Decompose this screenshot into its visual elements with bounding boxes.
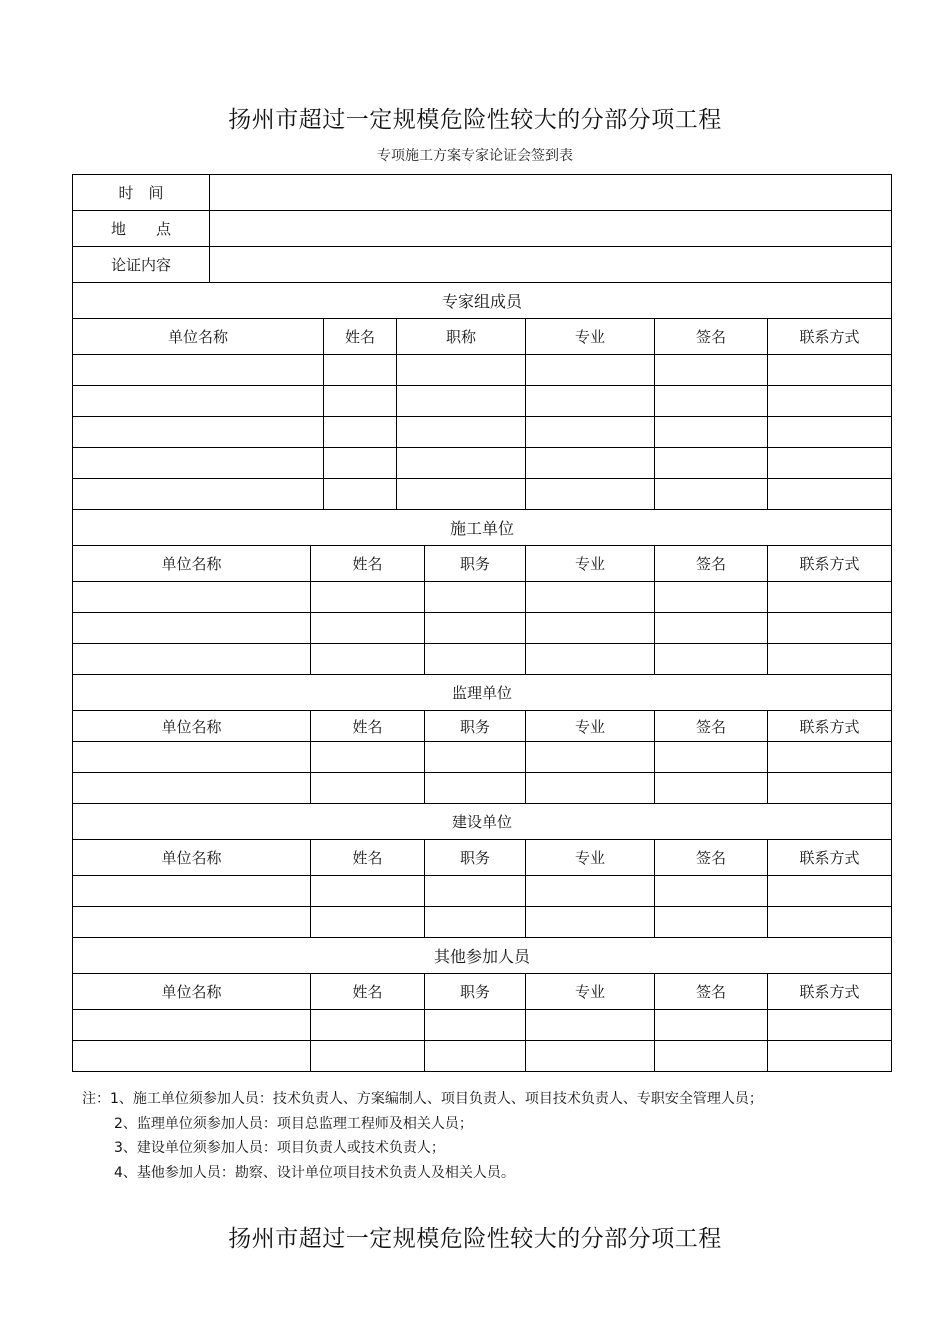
- cell[interactable]: [526, 742, 655, 773]
- cell[interactable]: [768, 773, 892, 804]
- col-header-title: 职称: [397, 319, 526, 355]
- cell[interactable]: [324, 448, 397, 479]
- cell[interactable]: [425, 582, 526, 613]
- cell[interactable]: [526, 582, 655, 613]
- cell[interactable]: [768, 742, 892, 773]
- content-label: 论证内容: [73, 247, 210, 283]
- cell[interactable]: [425, 613, 526, 644]
- col-header-signature: 签名: [655, 840, 768, 876]
- cell[interactable]: [73, 479, 324, 510]
- table-row: [73, 417, 892, 448]
- col-header-name: 姓名: [311, 974, 425, 1010]
- table-row: [73, 644, 892, 675]
- cell[interactable]: [397, 417, 526, 448]
- cell[interactable]: [655, 1010, 768, 1041]
- cell[interactable]: [768, 386, 892, 417]
- col-header-position: 职务: [425, 840, 526, 876]
- cell[interactable]: [526, 1010, 655, 1041]
- cell[interactable]: [655, 876, 768, 907]
- cell[interactable]: [768, 1041, 892, 1072]
- note-line-4: 4、基他参加人员：勘察、设计单位项目技术负责人及相关人员。: [114, 1164, 515, 1181]
- cell[interactable]: [655, 479, 768, 510]
- time-label: 时 间: [73, 175, 210, 211]
- col-header-name: 姓名: [324, 319, 397, 355]
- cell[interactable]: [655, 773, 768, 804]
- cell[interactable]: [73, 355, 324, 386]
- cell[interactable]: [397, 386, 526, 417]
- col-header-position: 职务: [425, 711, 526, 742]
- col-header-unit: 单位名称: [73, 319, 324, 355]
- header-row-others: [73, 974, 892, 1010]
- time-value-cell[interactable]: [210, 175, 892, 211]
- col-header-contact: 联系方式: [768, 974, 892, 1010]
- col-header-name: 姓名: [311, 840, 425, 876]
- table-row: [73, 907, 892, 938]
- table-row: [73, 742, 892, 773]
- cell[interactable]: [73, 613, 311, 644]
- header-row-supervision: [73, 711, 892, 742]
- cell[interactable]: [768, 448, 892, 479]
- col-header-major: 专业: [526, 840, 655, 876]
- cell[interactable]: [311, 742, 425, 773]
- cell[interactable]: [73, 417, 324, 448]
- cell[interactable]: [311, 1041, 425, 1072]
- cell[interactable]: [73, 644, 311, 675]
- col-header-major: 专业: [526, 974, 655, 1010]
- col-header-contact: 联系方式: [768, 711, 892, 742]
- cell[interactable]: [425, 742, 526, 773]
- col-header-contact: 联系方式: [768, 546, 892, 582]
- section-title-others: 其他参加人员: [73, 938, 892, 974]
- cell[interactable]: [425, 907, 526, 938]
- cell[interactable]: [73, 907, 311, 938]
- note-line-3: 3、建设单位须参加人员：项目负责人或技术负责人；: [114, 1140, 445, 1156]
- cell[interactable]: [526, 907, 655, 938]
- page-subtitle: 专项施工方案专家论证会签到表: [377, 148, 573, 164]
- cell[interactable]: [526, 479, 655, 510]
- cell[interactable]: [526, 386, 655, 417]
- cell[interactable]: [311, 644, 425, 675]
- section-title-owner: 建设单位: [73, 804, 892, 840]
- col-header-name: 姓名: [311, 546, 425, 582]
- cell[interactable]: [73, 386, 324, 417]
- table-row: [73, 582, 892, 613]
- cell[interactable]: [655, 417, 768, 448]
- cell[interactable]: [768, 907, 892, 938]
- col-header-contact: 联系方式: [768, 840, 892, 876]
- table-row: [73, 773, 892, 804]
- col-header-signature: 签名: [655, 974, 768, 1010]
- col-header-position: 职务: [425, 974, 526, 1010]
- col-header-major: 专业: [526, 546, 655, 582]
- cell[interactable]: [768, 582, 892, 613]
- cell[interactable]: [768, 876, 892, 907]
- col-header-signature: 签名: [655, 546, 768, 582]
- cell[interactable]: [655, 448, 768, 479]
- cell[interactable]: [73, 773, 311, 804]
- col-header-major: 专业: [526, 319, 655, 355]
- notes: [82, 1087, 763, 1185]
- cell[interactable]: [655, 742, 768, 773]
- col-header-unit: 单位名称: [73, 711, 311, 742]
- table-row: [73, 448, 892, 479]
- cell[interactable]: [655, 582, 768, 613]
- cell[interactable]: [768, 417, 892, 448]
- table-row: [73, 479, 892, 510]
- location-value-cell[interactable]: [210, 211, 892, 247]
- cell[interactable]: [655, 386, 768, 417]
- cell[interactable]: [768, 479, 892, 510]
- cell[interactable]: [73, 448, 324, 479]
- cell[interactable]: [655, 613, 768, 644]
- cell[interactable]: [526, 773, 655, 804]
- col-header-unit: 单位名称: [73, 974, 311, 1010]
- cell[interactable]: [311, 876, 425, 907]
- header-row-owner: [73, 840, 892, 876]
- table-row: [73, 386, 892, 417]
- cell[interactable]: [73, 1041, 311, 1072]
- cell[interactable]: [397, 355, 526, 386]
- cell[interactable]: [311, 613, 425, 644]
- cell[interactable]: [311, 773, 425, 804]
- cell[interactable]: [311, 1010, 425, 1041]
- cell[interactable]: [425, 1041, 526, 1072]
- table-row: [73, 1041, 892, 1072]
- cell[interactable]: [397, 448, 526, 479]
- cell[interactable]: [425, 876, 526, 907]
- cell[interactable]: [324, 355, 397, 386]
- cell[interactable]: [768, 644, 892, 675]
- cell[interactable]: [73, 1010, 311, 1041]
- cell[interactable]: [73, 582, 311, 613]
- cell[interactable]: [311, 907, 425, 938]
- header-row-construction: [73, 546, 892, 582]
- cell[interactable]: [526, 417, 655, 448]
- page-title: 扬州市超过一定规模危险性较大的分部分项工程: [228, 107, 722, 133]
- col-header-name: 姓名: [311, 711, 425, 742]
- note-line-2: 2、监理单位须参加人员：项目总监理工程师及相关人员；: [114, 1115, 473, 1132]
- col-header-unit: 单位名称: [73, 546, 311, 582]
- table-row: [73, 355, 892, 386]
- cell[interactable]: [324, 386, 397, 417]
- cell[interactable]: [655, 355, 768, 386]
- col-header-signature: 签名: [655, 319, 768, 355]
- cell[interactable]: [526, 876, 655, 907]
- cell[interactable]: [425, 1010, 526, 1041]
- col-header-major: 专业: [526, 711, 655, 742]
- section-title-experts: 专家组成员: [73, 283, 892, 319]
- cell[interactable]: [768, 613, 892, 644]
- section-title-construction: 施工单位: [73, 510, 892, 546]
- section-title-supervision: 监理单位: [73, 675, 892, 711]
- cell[interactable]: [655, 644, 768, 675]
- col-header-contact: 联系方式: [768, 319, 892, 355]
- cell[interactable]: [526, 448, 655, 479]
- cell[interactable]: [655, 1041, 768, 1072]
- col-header-signature: 签名: [655, 711, 768, 742]
- cell[interactable]: [397, 479, 526, 510]
- cell[interactable]: [526, 1041, 655, 1072]
- cell[interactable]: [73, 876, 311, 907]
- col-header-unit: 单位名称: [73, 840, 311, 876]
- location-label: 地 点: [73, 211, 210, 247]
- cell[interactable]: [768, 1010, 892, 1041]
- cell[interactable]: [655, 907, 768, 938]
- cell[interactable]: [425, 773, 526, 804]
- col-header-position: 职务: [425, 546, 526, 582]
- cell[interactable]: [73, 742, 311, 773]
- cell[interactable]: [324, 479, 397, 510]
- note-line-1: 注：1、施工单位须参加人员：技术负责人、方案编制人、项目负责人、项目技术负责人、专职安全管理人员；: [82, 1091, 763, 1107]
- cell[interactable]: [768, 355, 892, 386]
- content-value-cell[interactable]: [210, 247, 892, 283]
- cell[interactable]: [526, 355, 655, 386]
- next-page-title: 扬州市超过一定规模危险性较大的分部分项工程: [228, 1226, 722, 1252]
- sign-in-table: [72, 174, 892, 1072]
- table-row: [73, 613, 892, 644]
- cell[interactable]: [526, 613, 655, 644]
- table-row: [73, 876, 892, 907]
- cell[interactable]: [526, 644, 655, 675]
- table-row: [73, 1010, 892, 1041]
- cell[interactable]: [425, 644, 526, 675]
- cell[interactable]: [324, 417, 397, 448]
- cell[interactable]: [311, 582, 425, 613]
- header-row-experts: [73, 319, 892, 355]
